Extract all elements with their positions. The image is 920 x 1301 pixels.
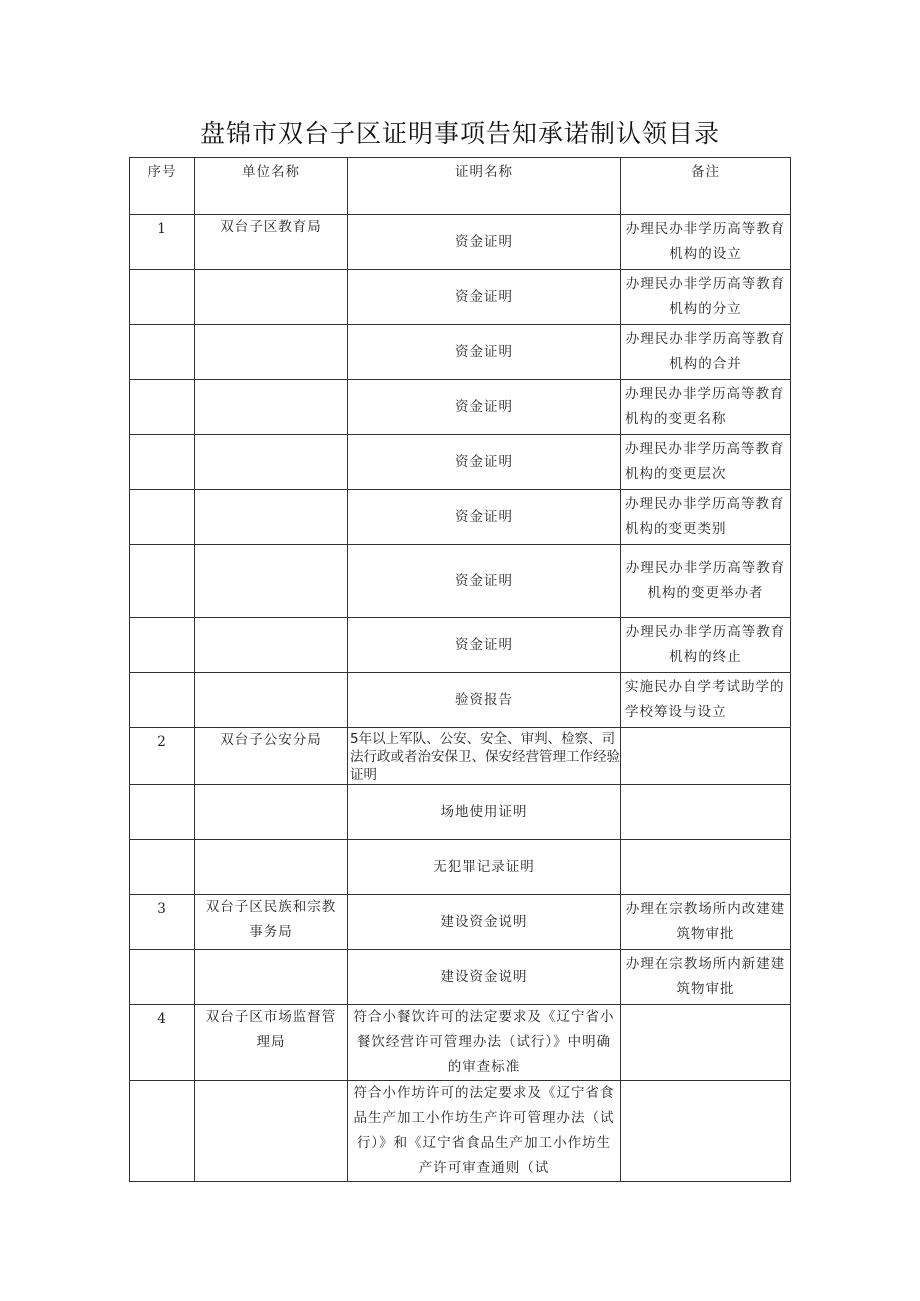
row-note: 办理民办非学历高等教育机构的合并: [621, 325, 791, 380]
row-cert: 资金证明: [348, 215, 621, 270]
row-no: 1: [130, 215, 195, 270]
row-note: 办理民办非学历高等教育机构的分立: [621, 270, 791, 325]
header-note: 备注: [621, 158, 791, 215]
row-cert: 资金证明: [348, 325, 621, 380]
row-note: [621, 728, 791, 785]
row-cert: 资金证明: [348, 435, 621, 490]
row-cert: 符合小作坊许可的法定要求及《辽宁省食品生产加工小作坊生产许可管理办法（试行）》和《辽宁省食品生产加工小作坊生产许可审查通则（试: [348, 1081, 621, 1182]
header-row: [130, 158, 791, 215]
table-row: [130, 435, 791, 490]
row-unit: [195, 950, 348, 1005]
table-row: [130, 673, 791, 728]
header-unit: 单位名称: [195, 158, 348, 215]
table-row: [130, 380, 791, 435]
table-row: [130, 490, 791, 545]
row-cert: 资金证明: [348, 380, 621, 435]
table-row: [130, 895, 791, 950]
row-note: [621, 1081, 791, 1182]
catalog-table: [129, 157, 791, 1182]
row-no: [130, 380, 195, 435]
row-note: 办理民办非学历高等教育机构的变更层次: [621, 435, 791, 490]
table-row: [130, 1081, 791, 1182]
table-row: [130, 1005, 791, 1081]
row-unit: [195, 380, 348, 435]
row-unit: [195, 1081, 348, 1182]
table-row: [130, 215, 791, 270]
table-row: [130, 545, 791, 618]
row-unit: [195, 545, 348, 618]
row-note: [621, 785, 791, 840]
row-no: [130, 270, 195, 325]
row-no: [130, 545, 195, 618]
row-note: [621, 1005, 791, 1081]
row-no: 4: [130, 1005, 195, 1081]
document-title: 盘锦市双台子区证明事项告知承诺制认领目录: [199, 119, 720, 148]
row-cert: 资金证明: [348, 490, 621, 545]
row-cert: 场地使用证明: [348, 785, 621, 840]
row-no: [130, 673, 195, 728]
row-unit: 双台子公安分局: [195, 728, 348, 785]
row-no: [130, 950, 195, 1005]
row-unit: [195, 270, 348, 325]
row-no: [130, 618, 195, 673]
row-cert: 5年以上军队、公安、安全、审判、检察、司法行政或者治安保卫、保安经营管理工作经验证明: [348, 728, 621, 785]
row-note: 办理民办非学历高等教育机构的终止: [621, 618, 791, 673]
row-unit: [195, 435, 348, 490]
row-unit: [195, 618, 348, 673]
row-note: 办理民办非学历高等教育机构的变更类别: [621, 490, 791, 545]
row-no: [130, 435, 195, 490]
row-unit: [195, 325, 348, 380]
table-row: [130, 785, 791, 840]
table-row: [130, 840, 791, 895]
table-row: [130, 950, 791, 1005]
row-no: 2: [130, 728, 195, 785]
row-no: [130, 1081, 195, 1182]
row-cert: 无犯罪记录证明: [348, 840, 621, 895]
table-row: [130, 728, 791, 785]
row-no: [130, 785, 195, 840]
row-note: 办理在宗教场所内新建建筑物审批: [621, 950, 791, 1005]
table-row: [130, 270, 791, 325]
row-unit: [195, 673, 348, 728]
row-no: [130, 325, 195, 380]
table-row: [130, 325, 791, 380]
row-unit: [195, 490, 348, 545]
row-unit: [195, 840, 348, 895]
row-no: 3: [130, 895, 195, 950]
header-no: 序号: [130, 158, 195, 215]
row-cert: 验资报告: [348, 673, 621, 728]
row-cert: 建设资金说明: [348, 895, 621, 950]
row-cert: 资金证明: [348, 270, 621, 325]
row-cert: 建设资金说明: [348, 950, 621, 1005]
row-note: 办理在宗教场所内改建建筑物审批: [621, 895, 791, 950]
row-note: 办理民办非学历高等教育机构的设立: [621, 215, 791, 270]
row-unit: [195, 785, 348, 840]
header-cert: 证明名称: [348, 158, 621, 215]
row-cert: 资金证明: [348, 545, 621, 618]
row-unit: 双台子区民族和宗教事务局: [195, 895, 348, 950]
row-note: [621, 840, 791, 895]
row-note: 办理民办非学历高等教育机构的变更名称: [621, 380, 791, 435]
row-unit: 双台子区市场监督管理局: [195, 1005, 348, 1081]
table-row: [130, 618, 791, 673]
row-no: [130, 840, 195, 895]
row-cert: 资金证明: [348, 618, 621, 673]
row-unit: 双台子区教育局: [195, 215, 348, 270]
row-note: 办理民办非学历高等教育机构的变更举办者: [621, 545, 791, 618]
row-no: [130, 490, 195, 545]
row-note: 实施民办自学考试助学的学校筹设与设立: [621, 673, 791, 728]
row-cert: 符合小餐饮许可的法定要求及《辽宁省小餐饮经营许可管理办法（试行）》中明确的审查标准: [348, 1005, 621, 1081]
